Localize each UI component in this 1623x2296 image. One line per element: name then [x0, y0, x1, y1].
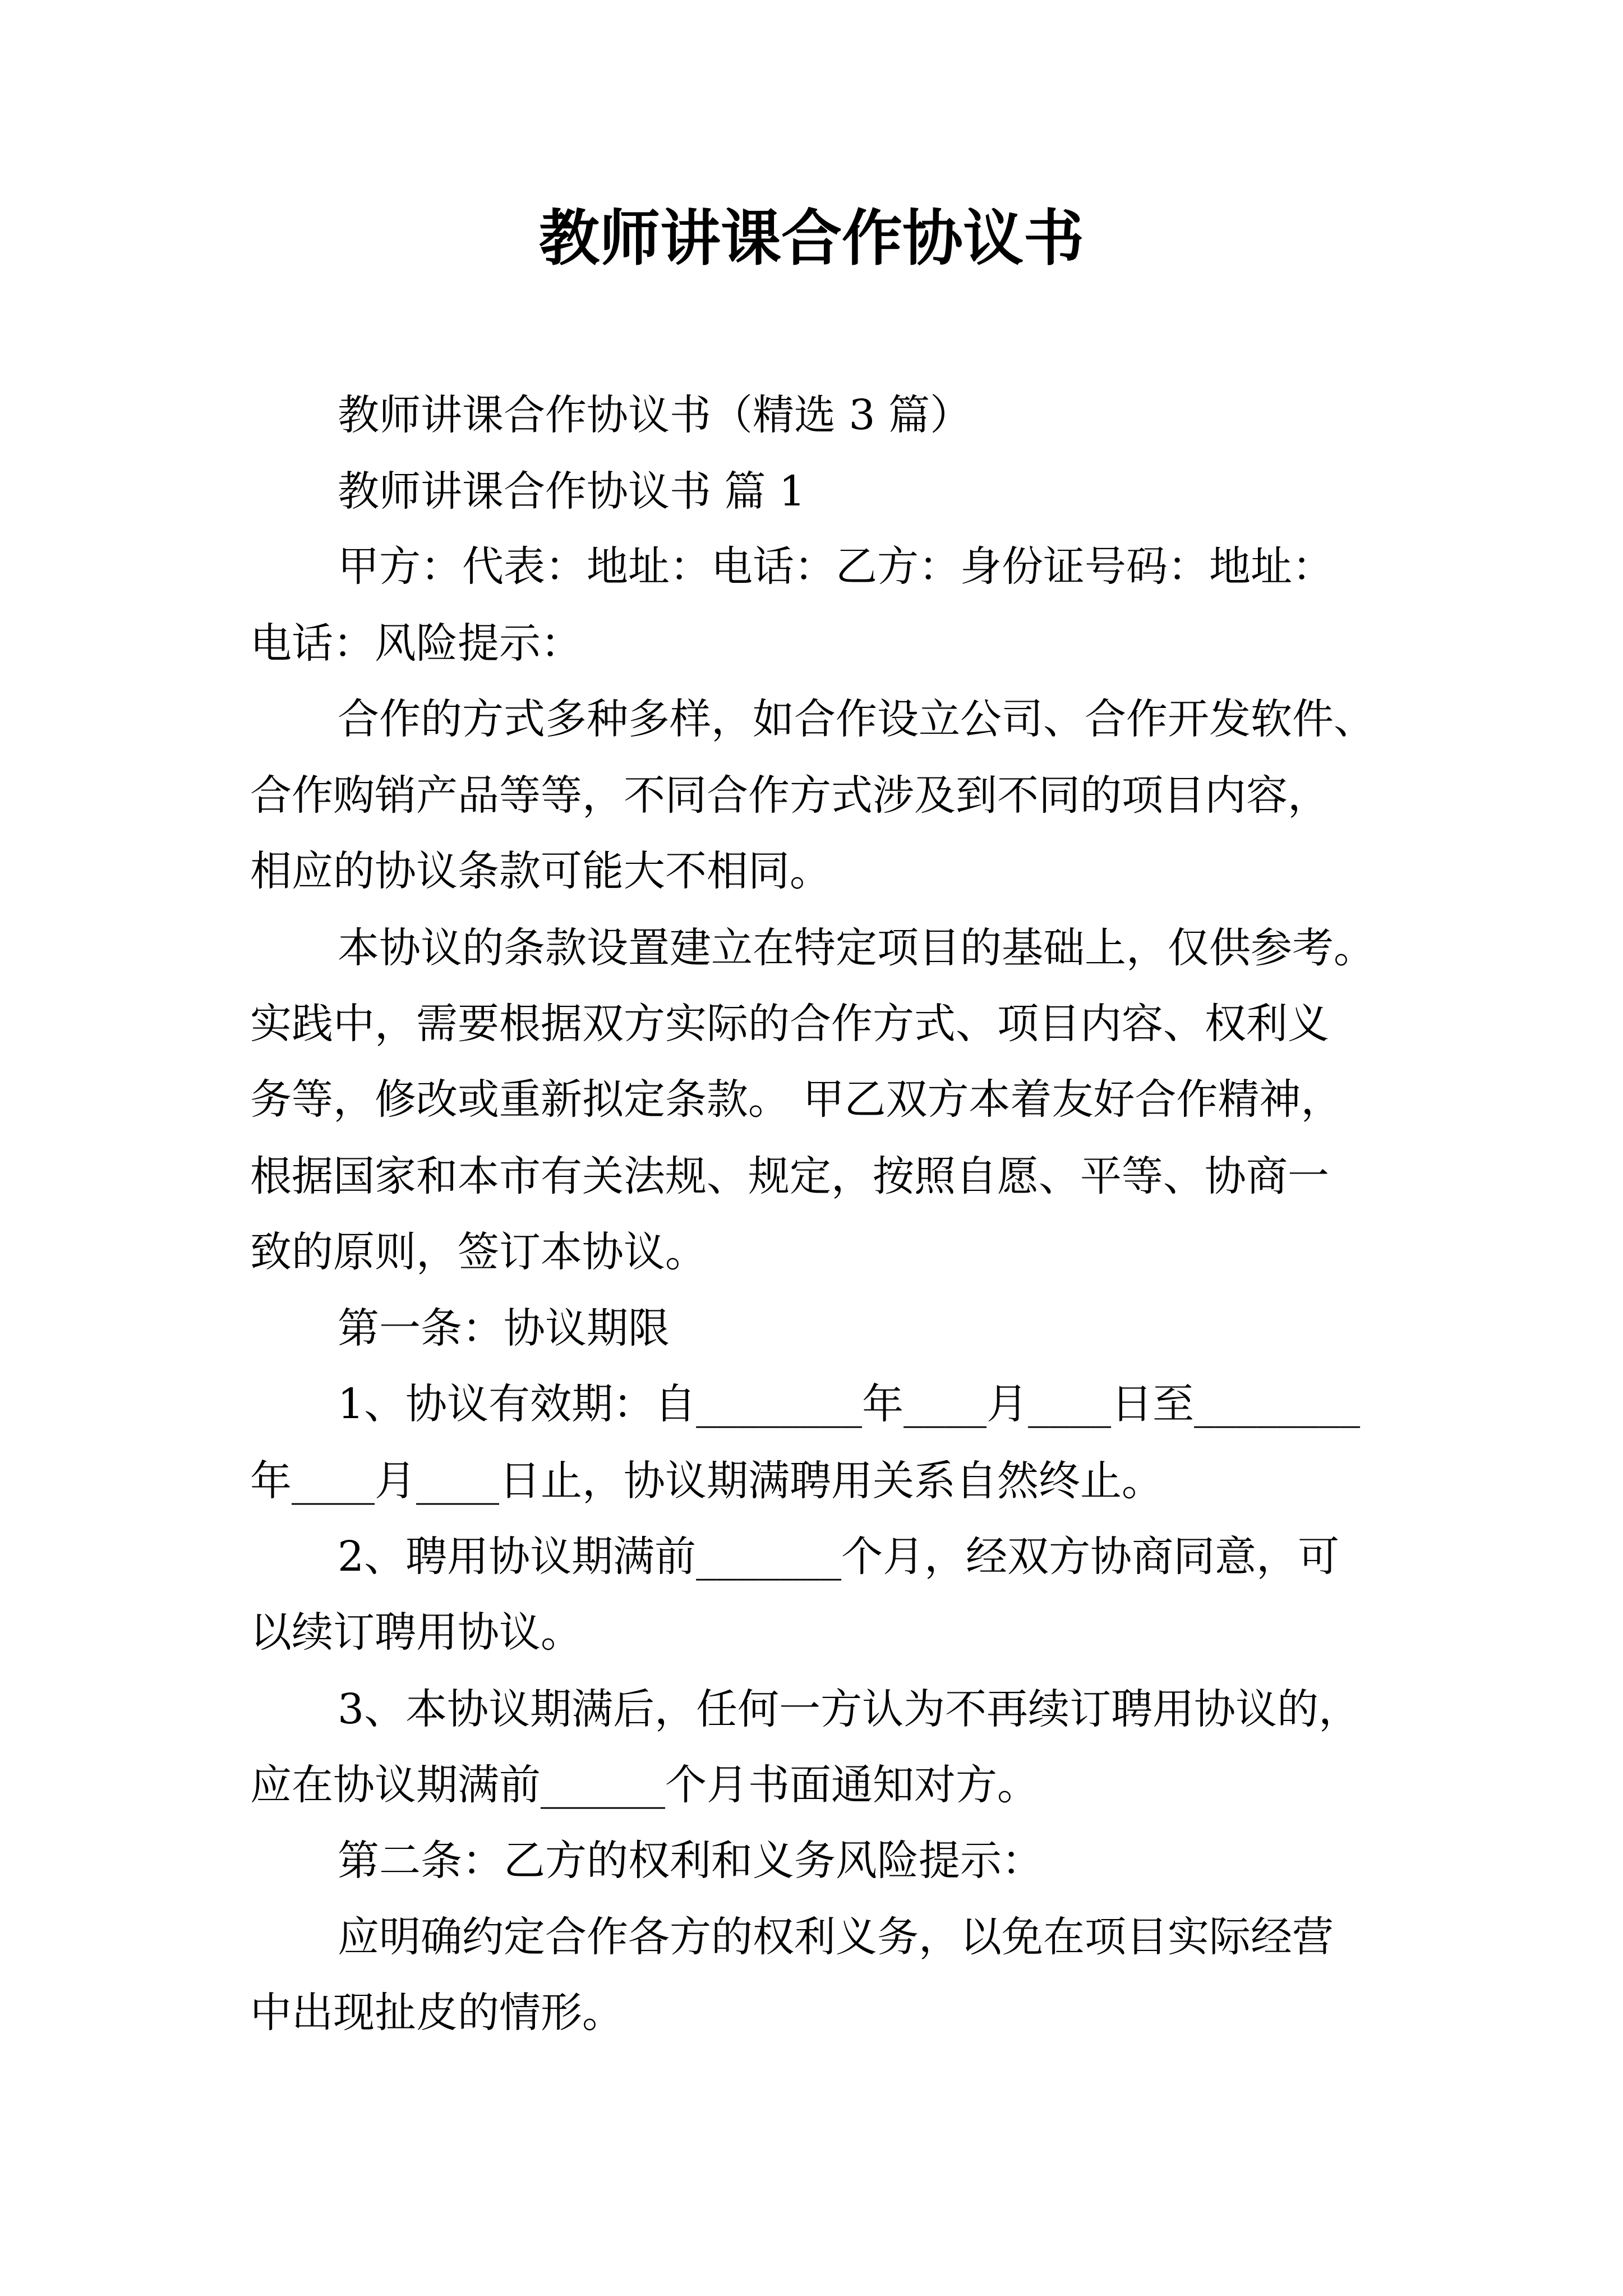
section-heading-part-1: 教师讲课合作协议书 篇 1 — [338, 467, 806, 516]
paragraph-line: 中出现扯皮的情形。 — [250, 1989, 624, 2037]
paragraph-line: 相应的协议条款可能大不相同。 — [250, 847, 831, 895]
paragraph-line: 根据国家和本市有关法规、规定，按照自愿、平等、协商一 — [250, 1152, 1329, 1200]
document-title: 教师讲课合作协议书 — [538, 203, 1084, 274]
paragraph-line: 务等，修改或重新拟定条款。 甲乙双方本着友好合作精神， — [250, 1075, 1343, 1124]
clause-line: 年____月____日止，协议期满聘用关系自然终止。 — [250, 1457, 1163, 1505]
clause-line: 2、聘用协议期满前_______个月，经双方协商同意，可 — [338, 1533, 1340, 1581]
paragraph-line: 甲方：代表：地址：电话：乙方：身份证号码：地址： — [338, 542, 1334, 591]
clause-line: 应在协议期满前______个月书面通知对方。 — [250, 1761, 1039, 1809]
clause-line: 1、协议有效期：自________年____月____日至________ — [338, 1380, 1361, 1428]
paragraph-line: 电话：风险提示： — [250, 619, 582, 668]
subtitle-selection: 教师讲课合作协议书（精选 3 篇） — [338, 391, 972, 439]
paragraph-line: 本协议的条款设置建立在特定项目的基础上，仅供参考。 — [338, 924, 1375, 972]
article-heading-2: 第二条：乙方的权利和义务风险提示： — [338, 1837, 1043, 1885]
paragraph-line: 合作购销产品等等，不同合作方式涉及到不同的项目内容， — [250, 771, 1329, 820]
paragraph-line: 合作的方式多种多样，如合作设立公司、合作开发软件、 — [338, 695, 1375, 743]
paragraph-line: 实践中，需要根据双方实际的合作方式、项目内容、权利义 — [250, 1000, 1329, 1048]
clause-line: 3、本协议期满后，任何一方认为不再续订聘用协议的， — [338, 1685, 1361, 1733]
paragraph-line: 应明确约定合作各方的权利义务，以免在项目实际经营 — [338, 1913, 1334, 1961]
article-heading-1: 第一条：协议期限 — [338, 1304, 670, 1352]
clause-line: 以续订聘用协议。 — [250, 1608, 582, 1657]
paragraph-line: 致的原则，签订本协议。 — [250, 1228, 707, 1276]
